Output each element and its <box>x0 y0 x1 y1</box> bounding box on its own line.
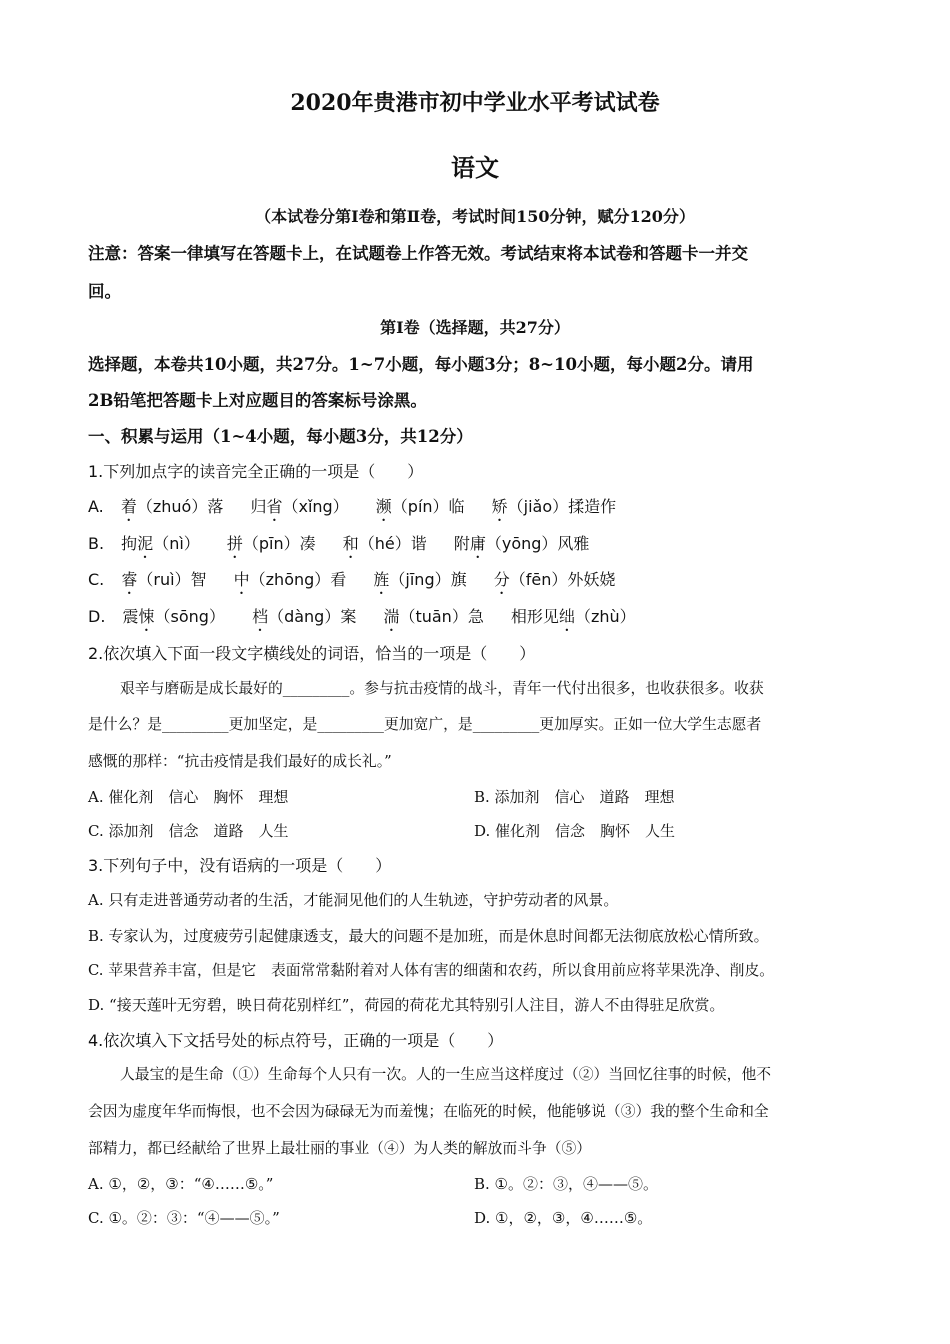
q1-option-b: B. 拘泥（nì） 拼（pīn）凑 和（hé）谐 附庸（yōng）风雅 <box>88 534 590 553</box>
part1-instruction-1: 选择题，本卷共10小题，共27分。1~7小题，每小题3分；8~10小题，每小题2分。请用 <box>88 355 754 374</box>
q4-option-d: D. ①，②，③，④……⑤。 <box>474 1209 653 1227</box>
notice-line-1: 注意：答案一律填写在答题卡上，在试题卷上作答无效。考试结束将本试卷和答题卡一并交 <box>88 244 748 263</box>
dotted-char: 庸 <box>469 534 486 553</box>
q4-passage-1: 人最宝的是生命（①）生命每个人只有一次。人的一生应当这样度过（②）当回忆往事的时候，他不 <box>120 1066 772 1083</box>
q3-option-d: D. “接天莲叶无穷碧，映日荷花别样红”，荷园的荷花尤其特别引人注目，游人不由得驻足欣赏。 <box>88 996 725 1014</box>
q2-passage-2: 是什么？是_________更加坚定，是_________更加宽广，是_________更加厚实。正如一位大学生志愿者 <box>88 716 762 733</box>
dotted-char: 濒 <box>375 497 392 516</box>
q2-option-c: C. 添加剂 信念 道路 人生 <box>88 822 289 840</box>
exam-info: （本试卷分第Ⅰ卷和第Ⅱ卷，考试时间150分钟，赋分120分） <box>255 207 695 226</box>
dotted-char: 旌 <box>373 570 390 589</box>
q3-option-b: B. 专家认为，过度疲劳引起健康透支，最大的问题不是加班，而是休息时间都无法彻底放松心情所致。 <box>88 927 769 945</box>
option-label: A. <box>88 497 104 516</box>
q2-passage-3: 感慨的那样：“抗击疫情是我们最好的成长礼。” <box>88 753 392 770</box>
q2-option-b: B. 添加剂 信心 道路 理想 <box>474 788 675 806</box>
dotted-char: 拼 <box>226 534 243 553</box>
part1-instruction-2: 2B铅笔把答题卡上对应题目的答案标号涂黑。 <box>88 391 427 410</box>
dotted-char: 绌 <box>558 607 575 626</box>
dotted-char: 着 <box>120 497 137 516</box>
q2-option-d: D. 催化剂 信念 胸怀 人生 <box>474 822 676 840</box>
dotted-char: 泥 <box>137 534 154 553</box>
q4-passage-2: 会因为虚度年华而悔恨，也不会因为碌碌无为而羞愧；在临死的时候，他能够说（③）我的整个生命和全 <box>88 1103 769 1120</box>
q3-option-c: C. 苹果营养丰富，但是它 表面常常黏附着对人体有害的细菌和农药，所以食用前应将苹果洗净、削皮。 <box>88 962 775 979</box>
q1-option-a: A. 着（zhuó）落 归省（xǐng） 濒（pín）临 矫（jiǎo）揉造作 <box>88 497 617 516</box>
q4-stem: 4.依次填入下文括号处的标点符号，正确的一项是（ ） <box>88 1031 504 1050</box>
q3-stem: 3.下列句子中，没有语病的一项是（ ） <box>88 856 392 875</box>
dotted-char: 省 <box>266 497 283 516</box>
q1-option-c: C. 睿（ruì）智 中（zhōng）看 旌（jīng）旗 分（fēn）外妖娆 <box>88 570 616 589</box>
subject-title: 语文 <box>451 153 499 182</box>
q2-passage-1: 艰辛与磨砺是成长最好的_________。参与抗击疫情的战斗，青年一代付出很多，也收获很多。收获 <box>120 680 764 697</box>
dotted-char: 睿 <box>121 570 138 589</box>
q1-option-d: D. 震悚（sōng） 档（dàng）案 湍（tuān）急 相形见绌（zhù） <box>88 607 636 626</box>
dotted-char: 和 <box>342 534 359 553</box>
dotted-char: 矫 <box>491 497 508 516</box>
dotted-char: 悚 <box>138 607 155 626</box>
dotted-char: 档 <box>252 607 269 626</box>
q2-stem: 2.依次填入下面一段文字横线处的词语，恰当的一项是（ ） <box>88 644 536 663</box>
q3-option-a: A. 只有走进普通劳动者的生活，才能洞见他们的人生轨迹，守护劳动者的风景。 <box>88 891 619 909</box>
q2-option-a: A. 催化剂 信心 胸怀 理想 <box>88 788 289 806</box>
q4-option-a: A. ①，②，③：“④……⑤。” <box>88 1175 274 1193</box>
q4-option-c: C. ①。②：③：“④——⑤。” <box>88 1209 280 1227</box>
dotted-char: 分 <box>493 570 510 589</box>
exam-title: 2020年贵港市初中学业水平考试试卷 <box>290 90 660 116</box>
option-label: B. <box>88 534 105 553</box>
option-label: C. <box>88 570 105 589</box>
part1-heading: 第Ⅰ卷（选择题，共27分） <box>380 318 570 337</box>
option-label: D. <box>88 607 106 626</box>
dotted-char: 湍 <box>383 607 400 626</box>
q4-passage-3: 部精力，都已经献给了世界上最壮丽的事业（④）为人类的解放而斗争（⑤） <box>88 1140 592 1157</box>
dotted-char: 中 <box>233 570 250 589</box>
q1-stem: 1.下列加点字的读音完全正确的一项是（ ） <box>88 462 424 481</box>
notice-line-2: 回。 <box>88 282 121 301</box>
section1-heading: 一、积累与运用（1~4小题，每小题3分，共12分） <box>88 427 473 446</box>
q4-option-b: B. ①。②：③，④——⑤。 <box>474 1175 659 1193</box>
